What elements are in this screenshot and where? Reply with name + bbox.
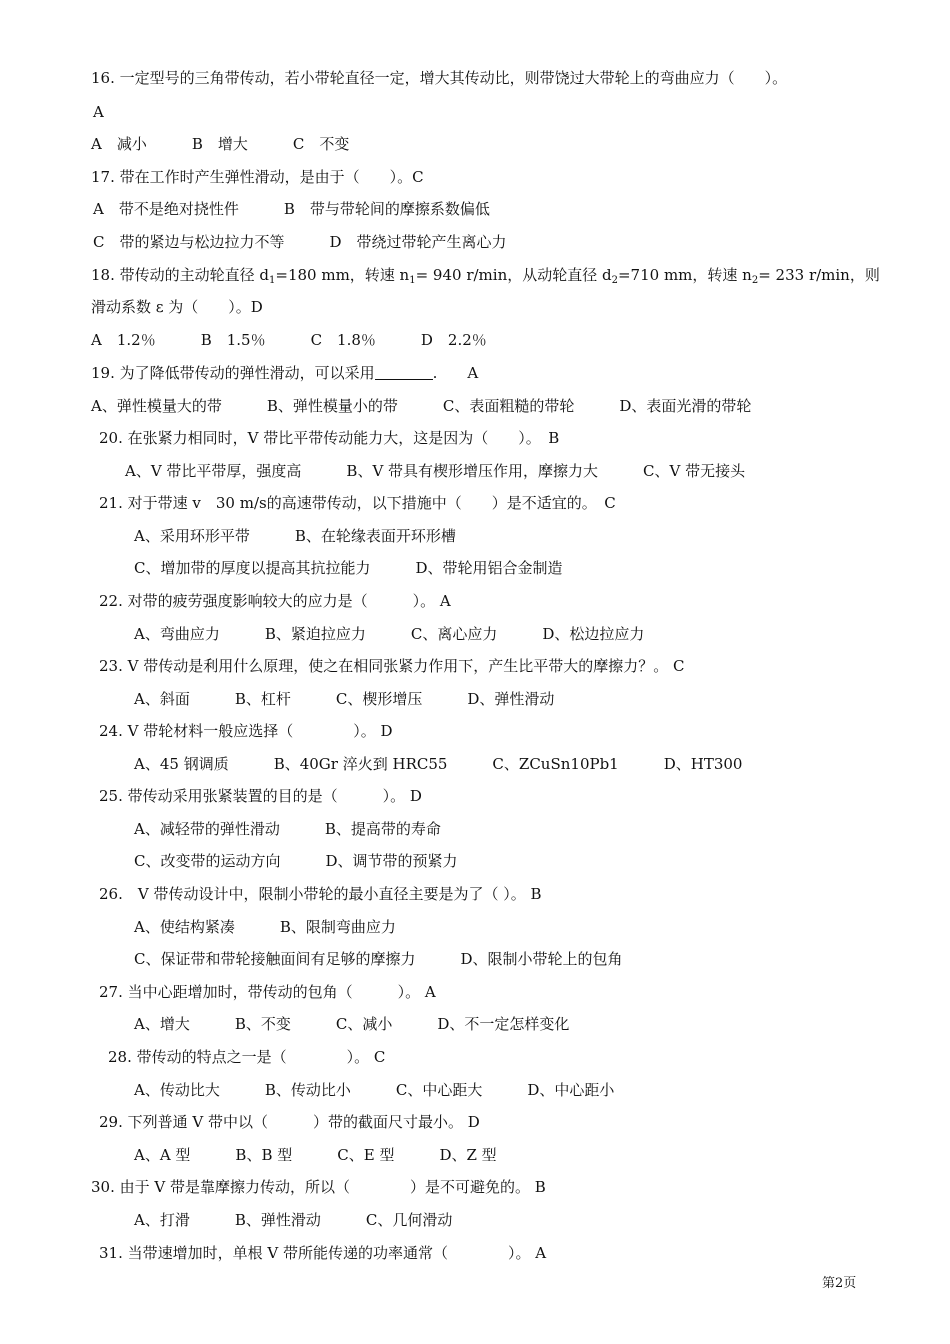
question-20-options: A、V 带比平带厚，强度高 B、V 带具有楔形增压作用，摩擦力大 C、V 带无接头 (125, 462, 746, 480)
question-18-stem-continued: 滑动系数 ε 为（ ）。D (91, 298, 263, 316)
question-24-stem: 24. V 带轮材料一般应选择（ ）。 D (99, 722, 393, 740)
question-18-stem: 18. 带传动的主动轮直径 $d_1=180$ mm，转速 $n_1= 940$ r/min，从动轮直径 $d_2=710$ mm，转速 $n_2= 233$ r/min，则 (91, 266, 880, 286)
question-26-options-ab: A、使结构紧凑 B、限制弯曲应力 (134, 918, 396, 936)
question-23-options: A、斜面 B、杠杆 C、楔形增压 D、弹性滑动 (134, 690, 555, 708)
answer-blank (375, 365, 433, 380)
question-24-options: A、45 钢调质 B、40Gr 淬火到 HRC55 C、ZCuSn10Pb1 D、HT300 (134, 755, 743, 773)
question-25-options-cd: C、改变带的运动方向 D、调节带的预紧力 (134, 852, 458, 870)
question-28-options: A、传动比大 B、传动比小 C、中心距大 D、中心距小 (134, 1081, 615, 1099)
question-21-options-cd: C、增加带的厚度以提高其抗拉能力 D、带轮用铝合金制造 (134, 559, 563, 577)
question-27-options: A、增大 B、不变 C、减小 D、不一定怎样变化 (134, 1015, 570, 1033)
page-number: 第2页 (822, 1276, 857, 1291)
question-16-options: A 减小 B 增大 C 不变 (91, 135, 350, 153)
question-31-stem: 31. 当带速增加时，单根 V 带所能传递的功率通常（ ）。 A (99, 1244, 547, 1262)
question-29-options: A、A 型 B、B 型 C、E 型 D、Z 型 (134, 1146, 497, 1164)
question-25-stem: 25. 带传动采用张紧装置的目的是（ ）。 D (99, 787, 422, 805)
question-16-answer: A (93, 103, 104, 121)
question-17-options-ab: A 带不是绝对挠性件 B 带与带轮间的摩擦系数偏低 (93, 200, 490, 218)
question-21-stem: 21. 对于带速 v 30 m/s的高速带传动，以下措施中（ ）是不适宜的。 C (99, 494, 616, 512)
question-22-options: A、弯曲应力 B、紧迫拉应力 C、离心应力 D、松边拉应力 (134, 625, 645, 643)
question-16-stem: 16. 一定型号的三角带传动，若小带轮直径一定，增大其传动比，则带饶过大带轮上的弯曲应力（ ）。 (91, 69, 788, 87)
question-26-stem: 26. V 带传动设计中，限制小带轮的最小直径主要是为了（ ）。 B (99, 885, 542, 903)
question-22-stem: 22. 对带的疲劳强度影响较大的应力是（ ）。 A (99, 592, 451, 610)
question-25-options-ab: A、减轻带的弹性滑动 B、提高带的寿命 (134, 820, 441, 838)
question-20-stem: 20. 在张紧力相同时，V 带比平带传动能力大，这是因为（ ）。 B (99, 429, 560, 447)
question-23-stem: 23. V 带传动是利用什么原理，使之在相同张紧力作用下，产生比平带大的摩擦力？。 C (99, 657, 685, 675)
question-19-stem: 19. 为了降低带传动的弹性滑动，可以采用 . A (91, 364, 479, 382)
question-30-options: A、打滑 B、弹性滑动 C、几何滑动 (134, 1211, 453, 1229)
question-26-options-cd: C、保证带和带轮接触面间有足够的摩擦力 D、限制小带轮上的包角 (134, 950, 623, 968)
question-18-options: A 1.2％ B 1.5％ C 1.8％ D 2.2％ (91, 331, 487, 349)
question-30-stem: 30. 由于 V 带是靠摩擦力传动，所以（ ）是不可避免的。 B (91, 1178, 546, 1196)
question-27-stem: 27. 当中心距增加时，带传动的包角（ ）。 A (99, 983, 436, 1001)
question-21-options-ab: A、采用环形平带 B、在轮缘表面开环形槽 (134, 527, 456, 545)
question-28-stem: 28. 带传动的特点之一是（ ）。 C (108, 1048, 386, 1066)
question-29-stem: 29. 下列普通 V 带中以（ ）带的截面尺寸最小。 D (99, 1113, 480, 1131)
question-19-options: A、弹性模量大的带 B、弹性模量小的带 C、表面粗糙的带轮 D、表面光滑的带轮 (91, 397, 752, 415)
question-17-stem: 17. 带在工作时产生弹性滑动，是由于（ ）。C (91, 168, 424, 186)
question-17-options-cd: C 带的紧边与松边拉力不等 D 带绕过带轮产生离心力 (93, 233, 507, 251)
